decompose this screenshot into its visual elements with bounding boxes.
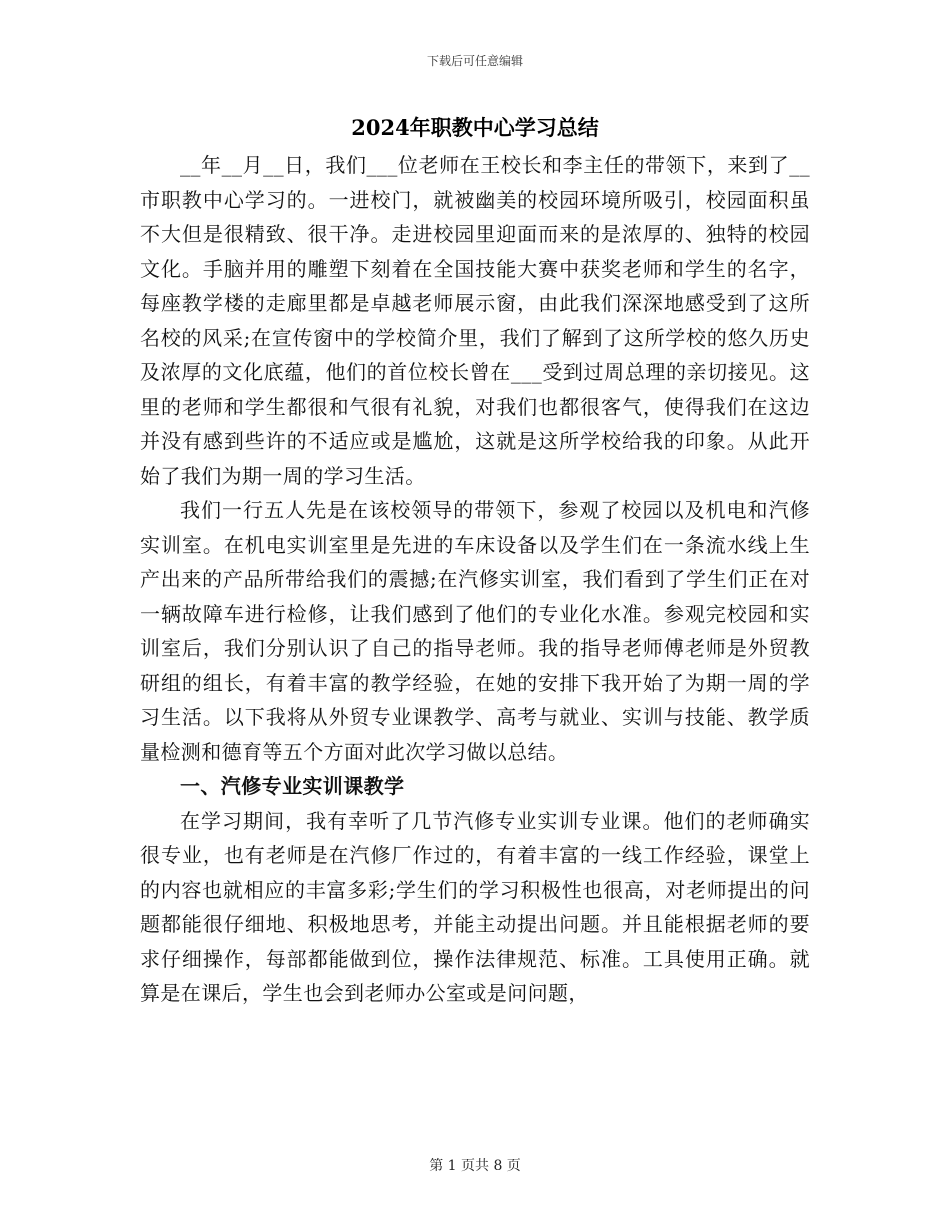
paragraph-teaching: 在学习期间，我有幸听了几节汽修专业实训专业课。他们的老师确实很专业，也有老师是在汽修厂作过的，有着丰富的一线工作经验，课堂上的内容也就相应的丰富多彩;学生们的学习积极性也很高，对老师提出的问题都能很仔细地、积极地思考，并能主动提出问题。并且能根据老师的要求仔细操作，每部都能做到位，操作法律规范、标准。工具使用正确。就算是在课后，学生也会到老师办公室或是问问题， <box>140 808 810 1005</box>
document-body <box>140 148 810 1011</box>
document-title: 2024年职教中心学习总结 <box>351 115 599 140</box>
page-number: 第 1 页共 8 页 <box>429 1158 521 1174</box>
section-heading: 一、汽修专业实训课教学 <box>180 774 405 798</box>
paragraph-intro: __年__月__日，我们___位老师在王校长和李主任的带领下，来到了__市职教中心学习的。一进校门，就被幽美的校园环境所吸引，校园面积虽不大但是很精致、很干净。走进校园里迎面而来的是浓厚的、独特的校园文化。手脑并用的雕塑下刻着在全国技能大赛中获奖老师和学生的名字，每座教学楼的走廊里都是卓越老师展示窗，由此我们深深地感受到了这所名校的风采;在宣传窗中的学校简介里，我们了解到了这所学校的悠久历史及浓厚的文化底蕴，他们的首位校长曾在___受到过周总理的亲切接见。这里的老师和学生都很和气很有礼貌，对我们也都很客气，使得我们在这边并没有感到些许的不适应或是尴尬，这就是这所学校给我的印象。从此开始了我们为期一周的学习生活。 <box>140 153 810 488</box>
page-header-note: 下载后可任意编辑 <box>426 54 523 68</box>
paragraph-visit: 我们一行五人先是在该校领导的带领下，参观了校园以及机电和汽修实训室。在机电实训室里是先进的车床设备以及学生们在一条流水线上生产出来的产品所带给我们的震撼;在汽修实训室，我们看到了学生们正在对一辆故障车进行检修，让我们感到了他们的专业化水准。参观完校园和实训室后，我们分别认识了自己的指导老师。我的指导老师傅老师是外贸教研组的组长，有着丰富的教学经验，在她的安排下我开始了为期一周的学习生活。以下我将从外贸专业课教学、高考与就业、实训与技能、教学质量检测和德育等五个方面对此次学习做以总结。 <box>140 498 810 764</box>
